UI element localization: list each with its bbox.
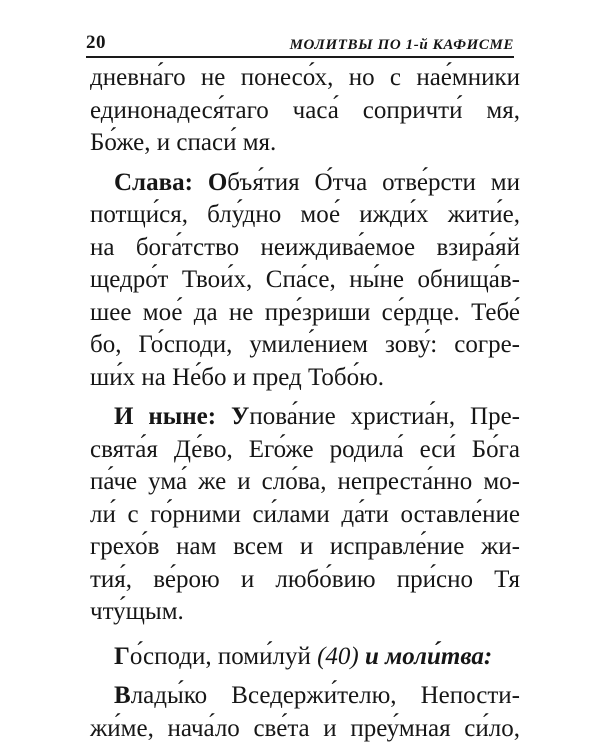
running-title: МОЛИТВЫ ПО 1-й КАФИСМЕ xyxy=(289,37,514,53)
text-line: ши́х на Не́бо и пред Тобо́ю. xyxy=(90,363,385,391)
page-number: 20 xyxy=(86,32,106,53)
rubric-label-glory: Слава: xyxy=(114,168,193,196)
initial-letter: В xyxy=(114,682,131,709)
running-head xyxy=(86,30,514,54)
line-text: лады́ко Вседержи́телю, Непости- xyxy=(130,682,520,709)
text-line: жи́ме, нача́ло све́та и преу́мная си́ло, xyxy=(90,714,520,742)
line-text: о́споди, поми́луй xyxy=(129,642,311,670)
text-line: на бога́тство неиждива́емое взира́яй xyxy=(90,233,520,261)
paragraph-gap xyxy=(90,673,520,680)
paragraph-gap xyxy=(90,394,520,401)
prayer-text xyxy=(90,62,520,745)
text-line xyxy=(90,167,520,200)
text-line: грехо́в нам всем и исправле́ние жи- xyxy=(90,533,520,560)
header-rule xyxy=(86,56,514,58)
text-line: потщи́ся, блу́дно мое́ ижди́х жити́е, xyxy=(90,201,520,228)
text-line xyxy=(90,680,520,713)
initial-letter: У xyxy=(231,403,250,430)
text-line: чту́щым. xyxy=(90,598,184,625)
text-line: единонадеся́таго часа́ сопричти́ мя, xyxy=(90,96,520,124)
text-line: тия́, ве́рою и любо́вию при́сно Тя xyxy=(90,565,520,593)
text-line xyxy=(90,401,520,434)
initial-letter: Г xyxy=(114,642,130,670)
initial-letter: О xyxy=(207,168,228,196)
text-line: свята́я Де́во, Его́же родила́ еси́ Бо́га xyxy=(90,435,520,463)
rubric-label-and-now: И ныне: xyxy=(114,403,217,430)
text-line: шее мое́ да не пре́зриши се́рдце. Тебе́ xyxy=(90,298,520,326)
text-line: дневна́го не понесо́х, но с нае́мники xyxy=(90,64,520,91)
text-line: па́че ума́ же и сло́ва, непреста́нно мо- xyxy=(90,468,520,495)
text-line xyxy=(90,641,520,674)
paragraph-gap xyxy=(90,629,520,641)
repeat-count: (40) xyxy=(317,642,359,670)
text-line: ли́ с го́рними си́лами да́ти оставле́ние xyxy=(90,500,520,528)
paragraph-gap xyxy=(90,160,520,167)
rubric-and-prayer: и моли́тва: xyxy=(365,642,493,670)
text-line: Бо́же, и спаси́ мя. xyxy=(90,129,277,156)
text-line: бо, Го́споди, умиле́нием зову́: согре- xyxy=(90,331,520,358)
line-text: бъя́тия О́тча отве́рсти ми xyxy=(227,168,520,196)
text-line: щедро́т Твои́х, Спа́се, ны́не обнища́в- xyxy=(90,266,520,293)
line-text: пова́ние христиа́н, Пре- xyxy=(249,403,520,430)
